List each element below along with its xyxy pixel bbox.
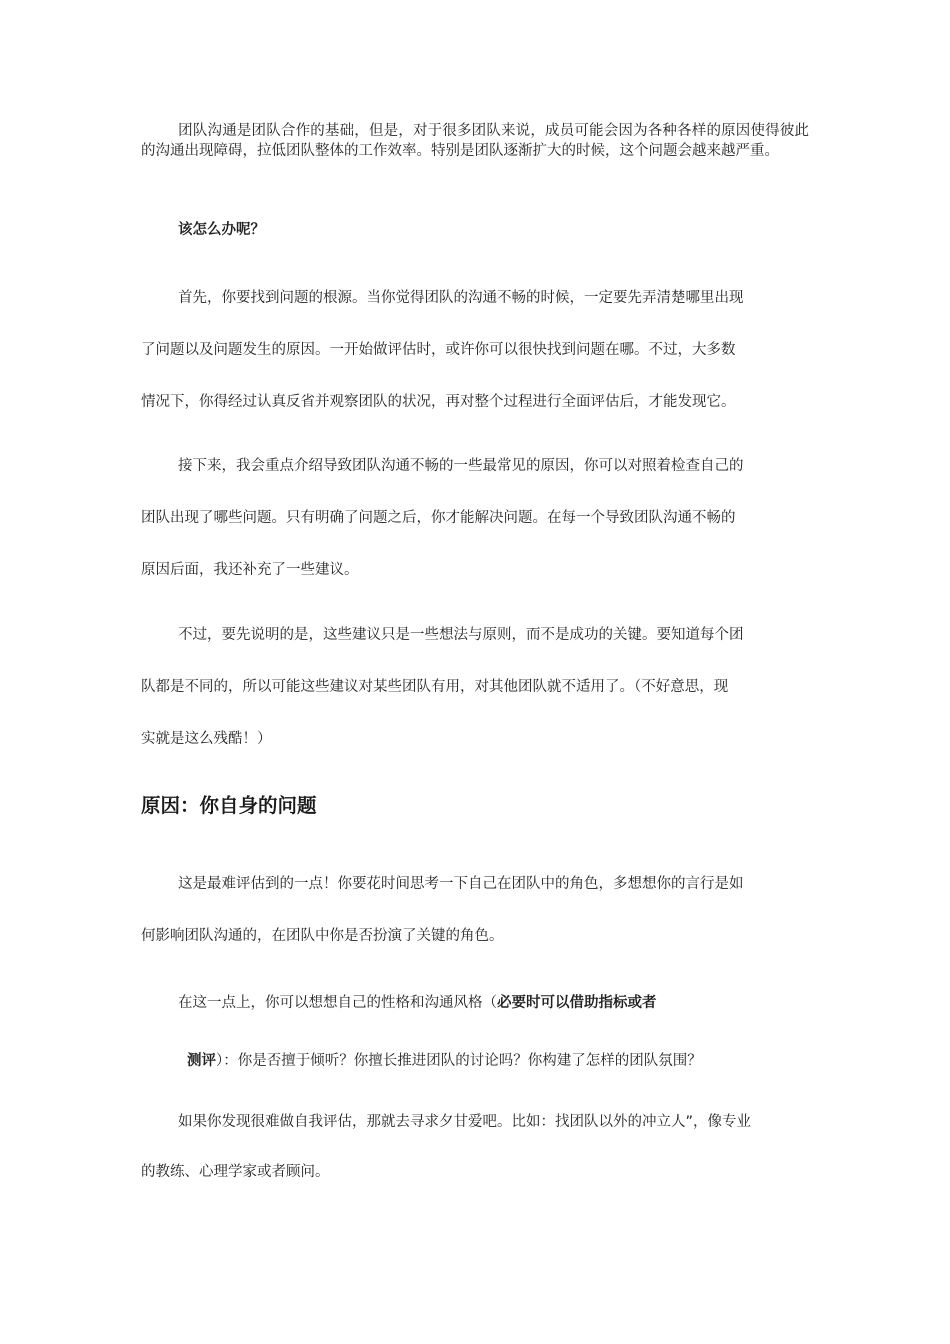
paragraph-4-line: 这是最难评估到的一点！你要花时间思考一下自己在团队中的角色，多想想你的言行是如 <box>178 876 744 892</box>
paragraph-2-line: 团队出现了哪些问题。只有明确了问题之后，你才能解决问题。在每一个导致团队沟通不畅的 <box>141 510 736 526</box>
paragraph-6-line: 的教练、心理学家或者顾问。 <box>141 1164 330 1180</box>
paragraph-1 <box>141 286 809 411</box>
intro-text: 团队沟通是团队合作的基础，但是，对于很多团队来说，成员可能会因为各种各样的原因使得彼此的沟通出现障碍，拉低团队整体的工作效率。特别是团队逐渐扩大的时候，这个问题会越来越严重。 <box>141 123 809 159</box>
paragraph-6-line: 如果你发现很难做自我评估，那就去寻求夕甘爱吧。比如：找团队以外的冲立人”，像专业 <box>178 1114 752 1130</box>
question-text: 该怎么办呢？ <box>178 222 265 238</box>
paragraph-4 <box>141 872 809 945</box>
paragraph-2 <box>141 454 809 579</box>
paragraph-3 <box>141 623 809 748</box>
paragraph-5-line-1 <box>141 991 809 1049</box>
paragraph-5-line-2 <box>141 1049 809 1070</box>
paragraph-1-line: 了问题以及问题发生的原因。一开始做评估时，或许你可以很快找到问题在哪。不过，大多数 <box>141 342 736 358</box>
paragraph-5 <box>141 991 809 1070</box>
paragraph-2-line: 原因后面，我还补充了一些建议。 <box>141 562 359 578</box>
paragraph-1-line: 首先，你要找到问题的根源。当你觉得团队的沟通不畅的时候，一定要先弄清楚哪里出现 <box>178 290 744 306</box>
paragraph-3-line: 队都是不同的，所以可能这些建议对某些团队有用，对其他团队就不适用了。（不好意思，现 <box>141 679 729 695</box>
paragraph-5-bold-1: 必要时可以借助指标或者 <box>497 995 657 1011</box>
paragraph-5-bold-2: 测评 <box>187 1053 216 1069</box>
intro-paragraph <box>141 121 809 161</box>
paragraph-1-line: 情况下，你得经过认真反省并观察团队的状况，再对整个过程进行全面评估后，才能发现它。 <box>141 394 736 410</box>
paragraph-3-line: 实就是这么残酷！） <box>141 731 272 747</box>
question-line <box>141 218 809 239</box>
paragraph-6 <box>141 1110 809 1181</box>
paragraph-3-line: 不过，要先说明的是，这些建议只是一些想法与原则，而不是成功的关键。要知道每个团 <box>178 627 744 643</box>
paragraph-5-plain-1: 在这一点上，你可以想想自己的性格和沟通风格（ <box>178 995 497 1011</box>
paragraph-5-plain-2: ）：你是否擅于倾听？你擅长推进团队的讨论吗？你构建了怎样的团队氛围？ <box>216 1053 702 1069</box>
paragraph-4-line: 何影响团队沟通的，在团队中你是否扮演了关键的角色。 <box>141 928 504 944</box>
paragraph-2-line: 接下来，我会重点介绍导致团队沟通不畅的一些最常见的原因，你可以对照着检查自己的 <box>178 458 744 474</box>
section-heading: 原因：你自身的问题 <box>141 794 317 817</box>
